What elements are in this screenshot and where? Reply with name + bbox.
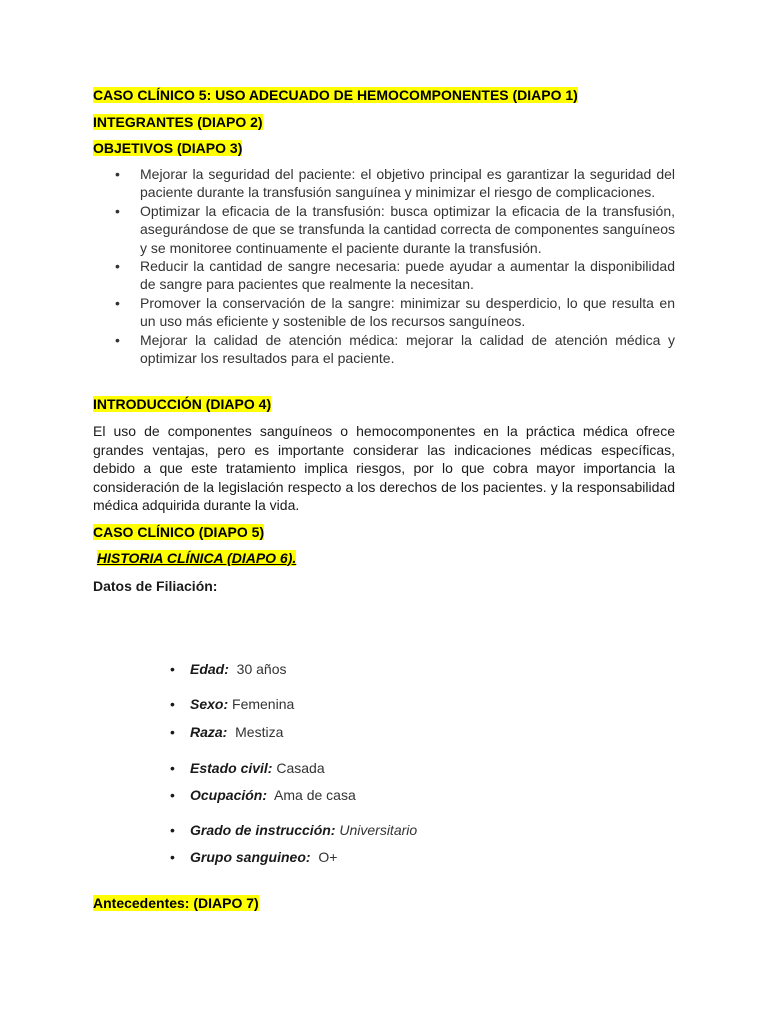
datos-filiacion-title: Datos de Filiación: [93, 577, 218, 594]
bullet-icon: • [170, 849, 175, 865]
objective-item: • Optimizar la eficacia de la transfusión: busca optimizar la eficacia de la transfusión, asegurándose de que se transfunda la cantidad correcta de componentes sanguíneos y se monitoree continuamente el paciente durante la transfusión. [115, 202, 675, 256]
bullet-icon: • [170, 724, 175, 740]
bullet-icon: • [115, 331, 120, 348]
bullet-icon: • [170, 787, 175, 803]
bullet-icon: • [170, 760, 175, 776]
bullet-icon: • [115, 258, 120, 275]
bullet-icon: • [115, 166, 120, 182]
heading-historia-clinica: HISTORIA CLÍNICA (DIAPO 6). [96, 549, 297, 566]
bullet-icon: • [115, 294, 120, 311]
heading-integrantes: INTEGRANTES (DIAPO 2) [93, 114, 263, 130]
objective-item: • Promover la conservación de la sangre: minimizar su desperdicio, lo que resulta en un uso más eficiente y sostenible de los recursos sanguíneos. [115, 294, 675, 330]
heading-case-title: CASO CLÍNICO 5: USO ADECUADO DE HEMOCOMPONENTES (DIAPO 1) [93, 87, 578, 103]
bullet-icon: • [115, 202, 120, 219]
objective-item: • Reducir la cantidad de sangre necesaria: puede ayudar a aumentar la disponibilidad de sangre para pacientes que realmente la necesitan. [115, 258, 675, 293]
bullet-icon: • [170, 822, 175, 838]
filiacion-section: • Edad: 30 años • Sexo: Femenina • Raza: Mestiza • Estado civil: Casada • Ocupación: Ama de casa • Grado de instrucción: Universitario • Grupo sanguineo: O+ Antecedentes: (DIAPO 7) [93, 661, 418, 911]
heading-antecedentes: Antecedentes: (DIAPO 7) [93, 895, 259, 911]
introduction-paragraph: El uso de componentes sanguíneos o hemocomponentes en la práctica médica ofrece grandes ventajas, pero es importante considerar las indicaciones médicas específicas, debido a que este tratamiento implica riesgos, por lo que cobra mayor importancia la consideración de la legislación respecto a los derechos de los pacientes. y la responsabilidad médica adquirida durante la vida. [93, 423, 675, 514]
objective-item: • Mejorar la calidad de atención médica: mejorar la calidad de atención médica y optimizar los resultados para el paciente. [115, 331, 675, 367]
bullet-icon: • [170, 696, 175, 712]
bullet-icon: • [170, 661, 175, 677]
heading-introduccion: INTRODUCCIÓN (DIAPO 4) [93, 396, 272, 413]
objective-item: • Mejorar la seguridad del paciente: el objetivo principal es garantizar la seguridad del paciente durante la transfusión sanguínea y minimizar el riesgo de complicaciones. [115, 166, 675, 201]
heading-caso-clinico: CASO CLÍNICO (DIAPO 5) [93, 523, 265, 540]
heading-objetivos: OBJETIVOS (DIAPO 3) [93, 140, 243, 156]
